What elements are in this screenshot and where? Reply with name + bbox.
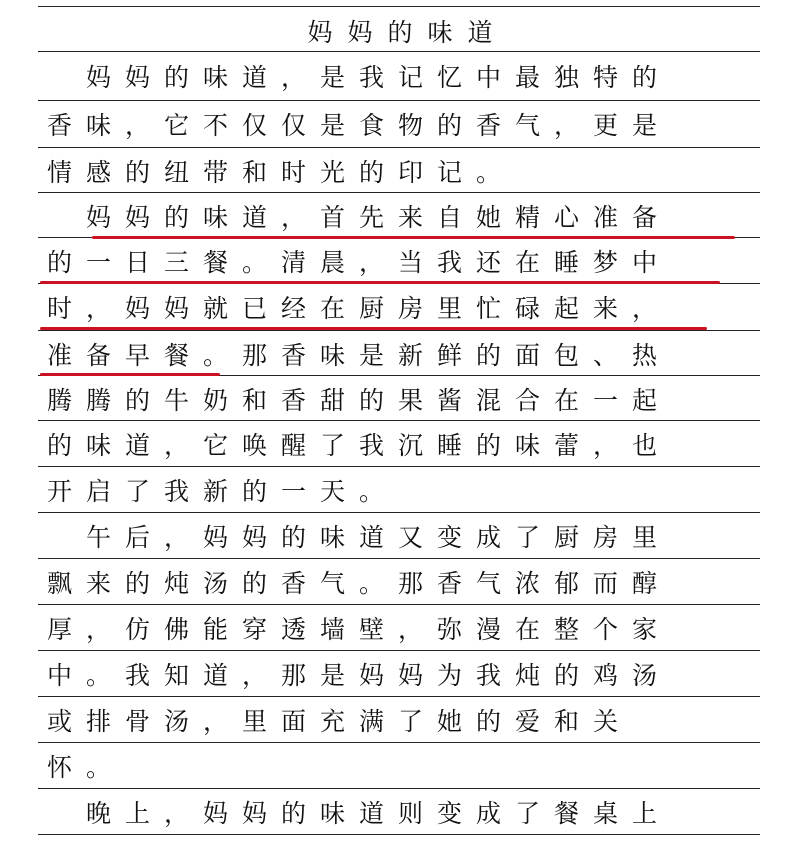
essay-line: 怀 。 xyxy=(46,752,111,782)
ruled-line xyxy=(38,147,760,148)
essay-line: 腾 腾 的 牛 奶 和 香 甜 的 果 酱 混 合 在 一 起 xyxy=(46,385,657,415)
essay-title: 妈 妈 的 味 道 xyxy=(307,17,493,47)
ruled-line xyxy=(38,6,760,7)
essay-line: 飘 来 的 炖 汤 的 香 气 。 那 香 气 浓 郁 而 醇 xyxy=(46,568,657,598)
cut-off-next-line xyxy=(40,838,760,855)
essay-line: 香 味 ， 它 不 仅 仅 是 食 物 的 香 气 ， 更 是 xyxy=(46,110,657,140)
essay-line: 时 ， 妈 妈 就 已 经 在 厨 房 里 忙 碌 起 来 ， xyxy=(46,293,657,323)
essay-line: 妈 妈 的 味 道 ， 是 我 记 忆 中 最 独 特 的 xyxy=(85,62,657,92)
essay-line: 的 一 日 三 餐 。 清 晨 ， 当 我 还 在 睡 梦 中 xyxy=(46,247,657,277)
ruled-line xyxy=(38,330,760,331)
essay-line: 开 启 了 我 新 的 一 天 。 xyxy=(46,476,384,506)
essay-line: 准 备 早 餐 。 那 香 味 是 新 鲜 的 面 包 、 热 xyxy=(46,340,657,370)
ruled-line xyxy=(38,100,760,101)
essay-line: 午 后 ， 妈 妈 的 味 道 又 变 成 了 厨 房 里 xyxy=(85,522,657,552)
essay-line: 的 味 道 ， 它 唤 醒 了 我 沉 睡 的 味 蕾 ， 也 xyxy=(46,430,657,460)
essay-line: 情 感 的 纽 带 和 时 光 的 印 记 。 xyxy=(46,157,501,187)
essay-line: 妈 妈 的 味 道 ， 首 先 来 自 她 精 心 准 备 xyxy=(85,202,657,232)
essay-line: 或 排 骨 汤 ， 里 面 充 满 了 她 的 爱 和 关 xyxy=(46,706,618,736)
essay-line: 厚 ， 仿 佛 能 穿 透 墙 壁 ， 弥 漫 在 整 个 家 xyxy=(46,614,657,644)
essay-line: 中 。 我 知 道 ， 那 是 妈 妈 为 我 炖 的 鸡 汤 xyxy=(46,660,657,690)
essay-line: 晚 上 ， 妈 妈 的 味 道 则 变 成 了 餐 桌 上 xyxy=(85,798,657,828)
